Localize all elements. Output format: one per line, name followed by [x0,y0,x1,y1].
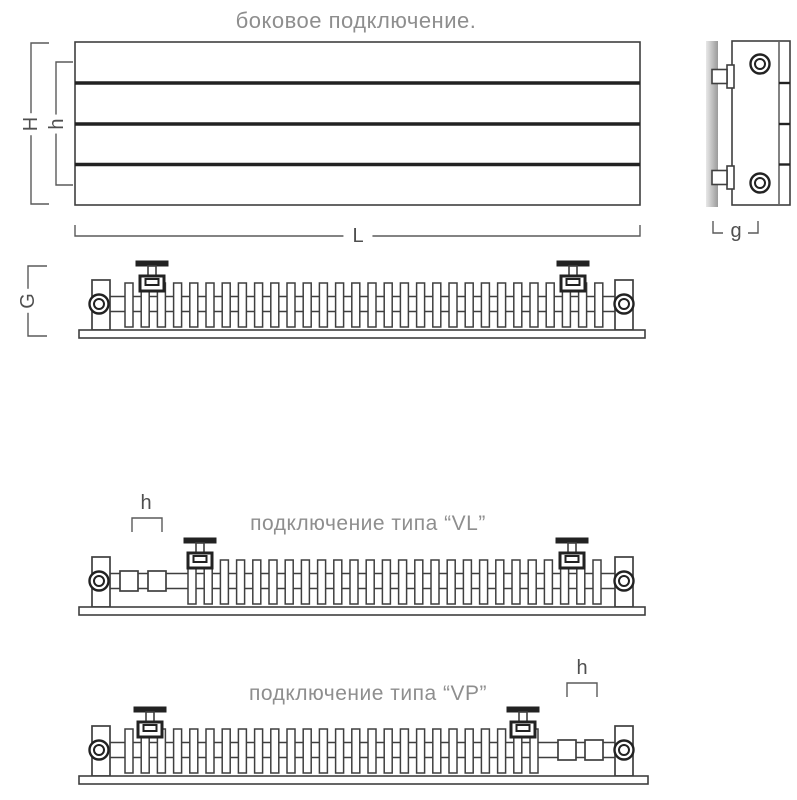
dim-label-side-depth: g [730,220,742,242]
dim-label-vl-offset: h [140,492,152,514]
dim-label-vp-offset: h [576,657,588,679]
dim-label-axis-height: h [46,114,68,133]
dim-label-top-depth: G [17,289,39,313]
dim-label-length: L [343,225,372,247]
page-title: боковое подключение. [235,8,477,33]
dim-label-overall-height: H [20,113,42,135]
caption-vl-connection: подключение типа “VL” [250,512,486,535]
caption-vp-connection: подключение типа “VP” [248,682,488,705]
